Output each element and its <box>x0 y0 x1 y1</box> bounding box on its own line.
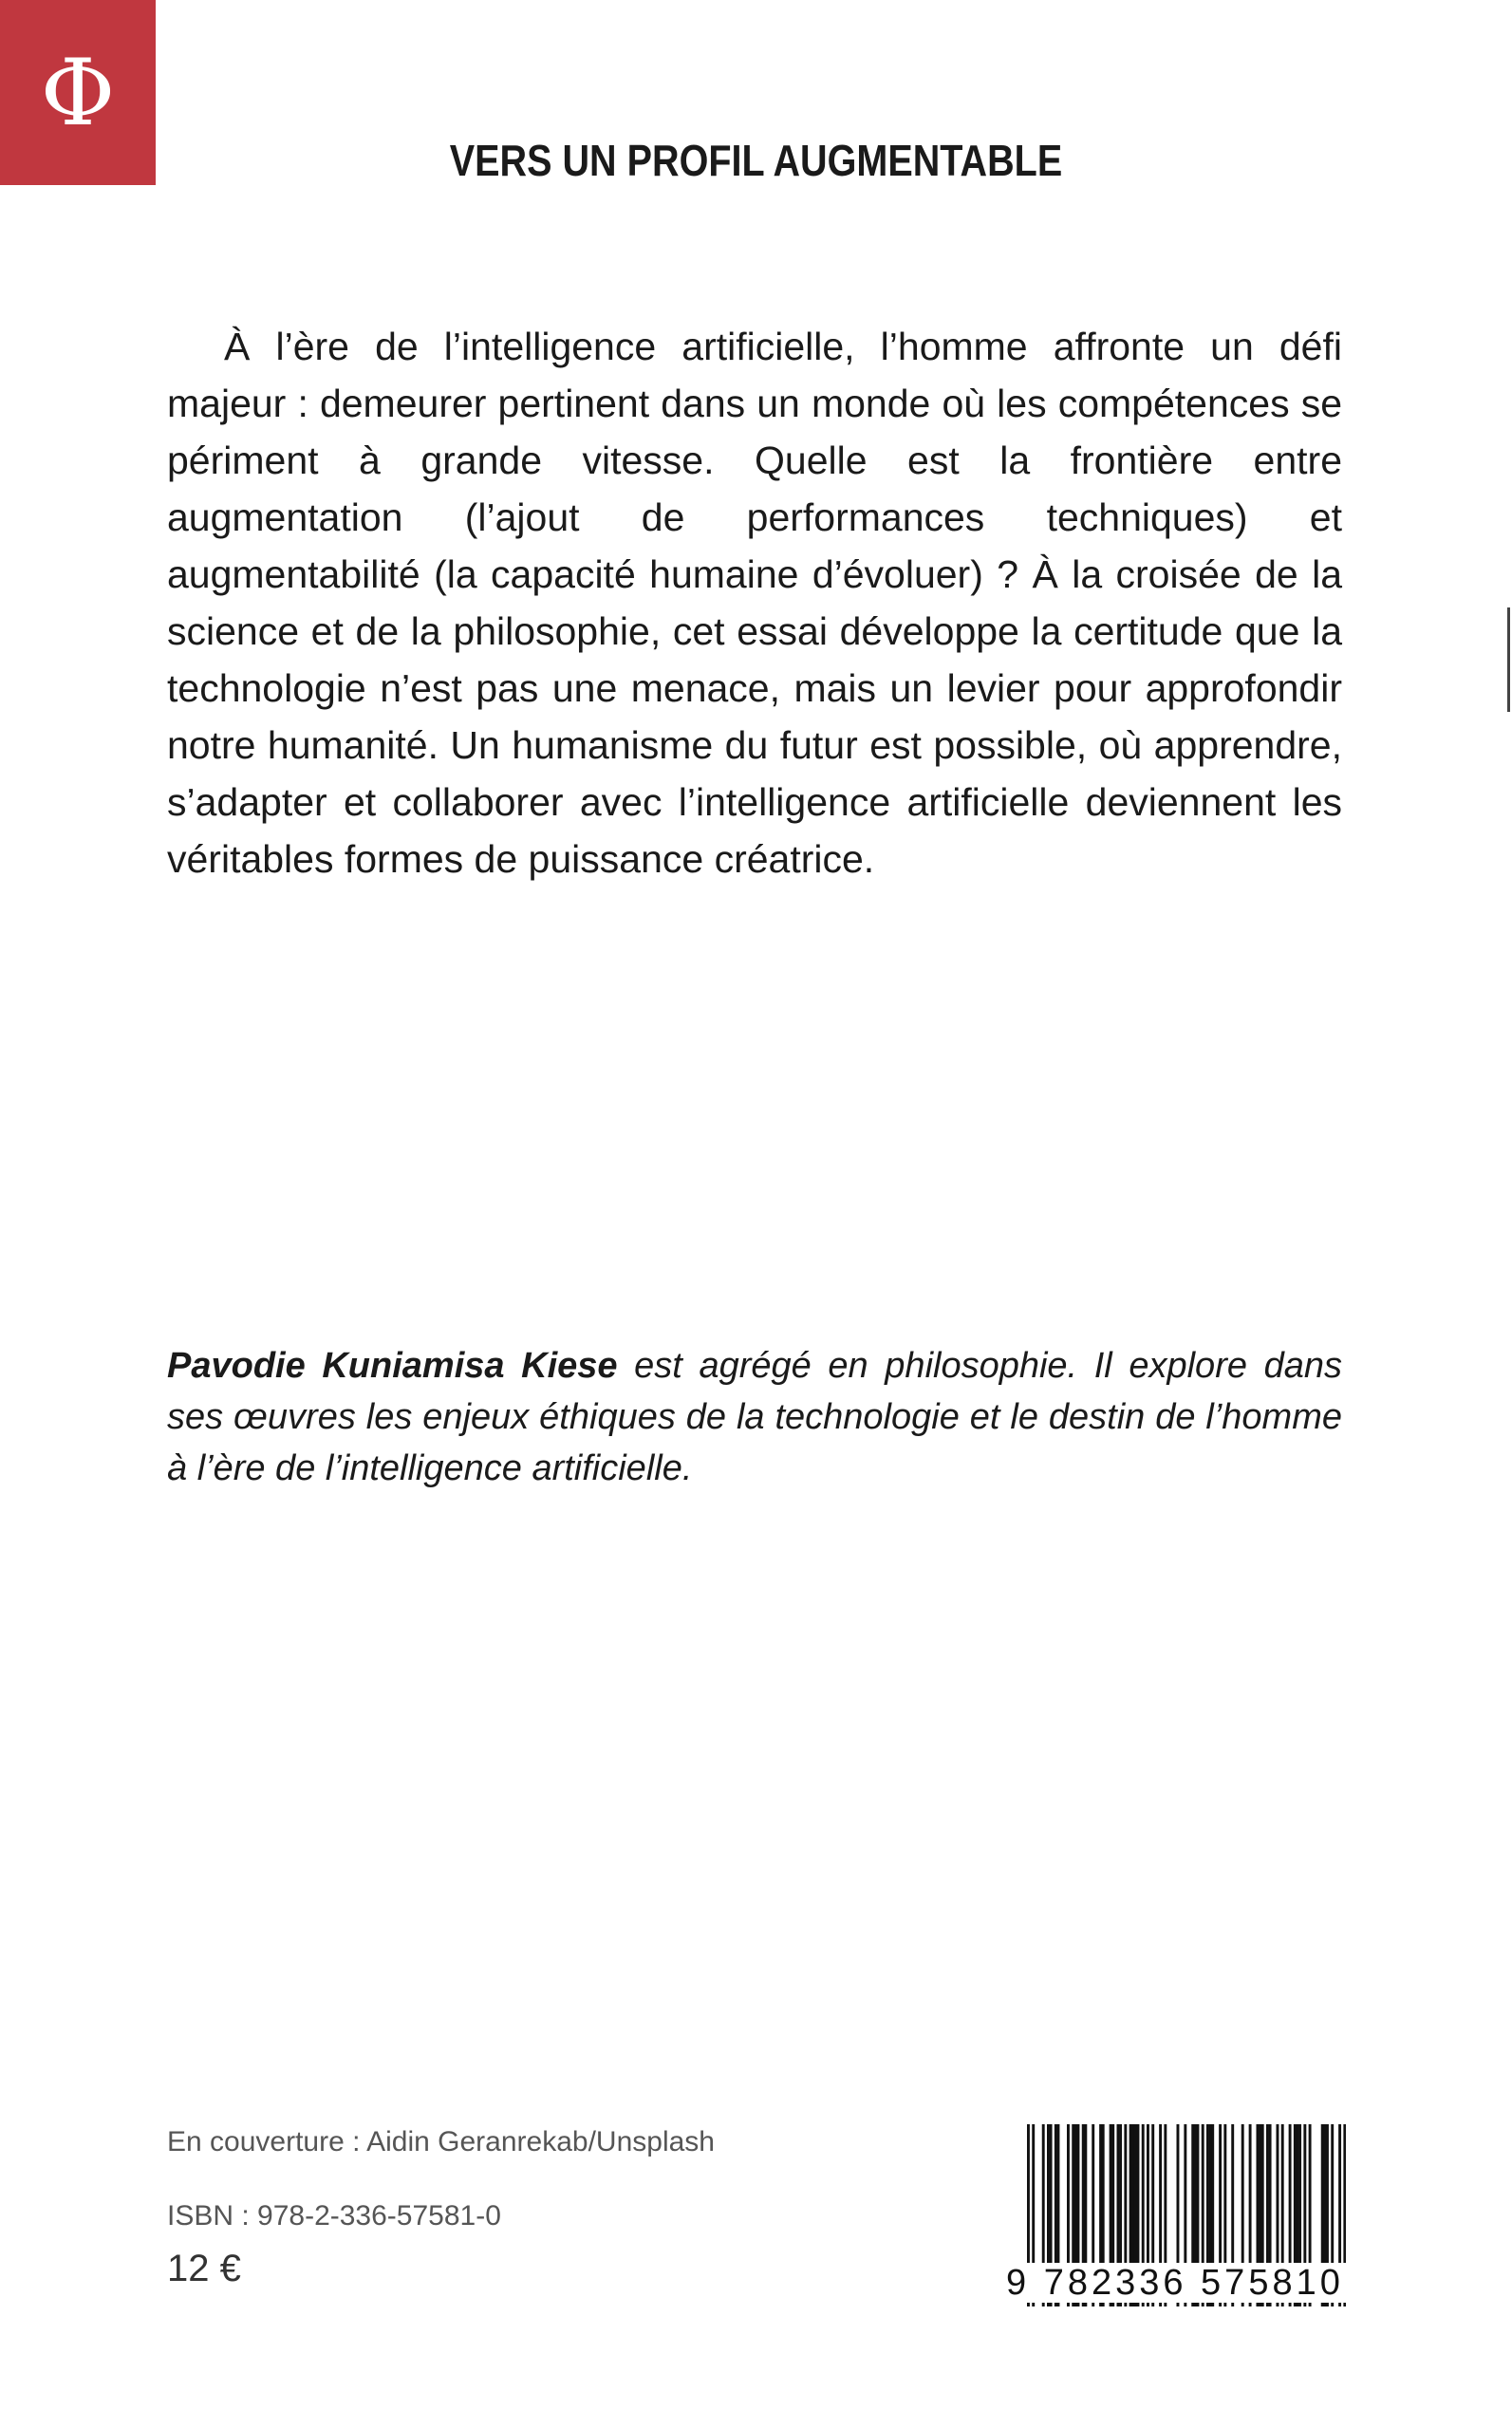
price: 12 € <box>167 2248 241 2289</box>
author-bio <box>167 1340 1342 1494</box>
edge-mark <box>1507 607 1510 712</box>
book-title: VERS UN PROFIL AUGMENTABLE <box>449 136 1063 185</box>
back-cover-blurb: À l’ère de l’intelligence artificielle, l’homme affronte un défi majeur : demeurer pertinent dans un monde où les compétences se périment à grande vitesse. Quelle est la frontière entre augmentation (l’ajout de performances techniques) et augmentabilité (la capacité humaine d’évoluer) ? À la croisée de la science et de la philosophie, cet essai développe la certitude que la technologie n’est pas une menace, mais un levier pour approfondir notre humanité. Un humanisme du futur est possible, où apprendre, s’adapter et collaborer avec l’intelligence artificielle deviennent les véritables formes de puissance créatrice. <box>167 325 1342 881</box>
cover-credit: En couverture : Aidin Geranrekab/Unsplash <box>167 2126 715 2157</box>
barcode-digits <box>1004 2263 1353 2304</box>
author-bio-text: est agrégé en philosophie. Il explore dans ses œuvres les enjeux éthiques de la technologie et le destin de l’homme à l’ère de l’intelligence artificielle. <box>167 1346 1343 1488</box>
phi-logo-icon: Φ <box>40 39 116 146</box>
isbn: ISBN : 978-2-336-57581-0 <box>167 2200 501 2232</box>
barcode-number: 9 782336 575810 <box>1006 2263 1344 2303</box>
author-name: Pavodie Kuniamisa Kiese <box>167 1346 618 1386</box>
